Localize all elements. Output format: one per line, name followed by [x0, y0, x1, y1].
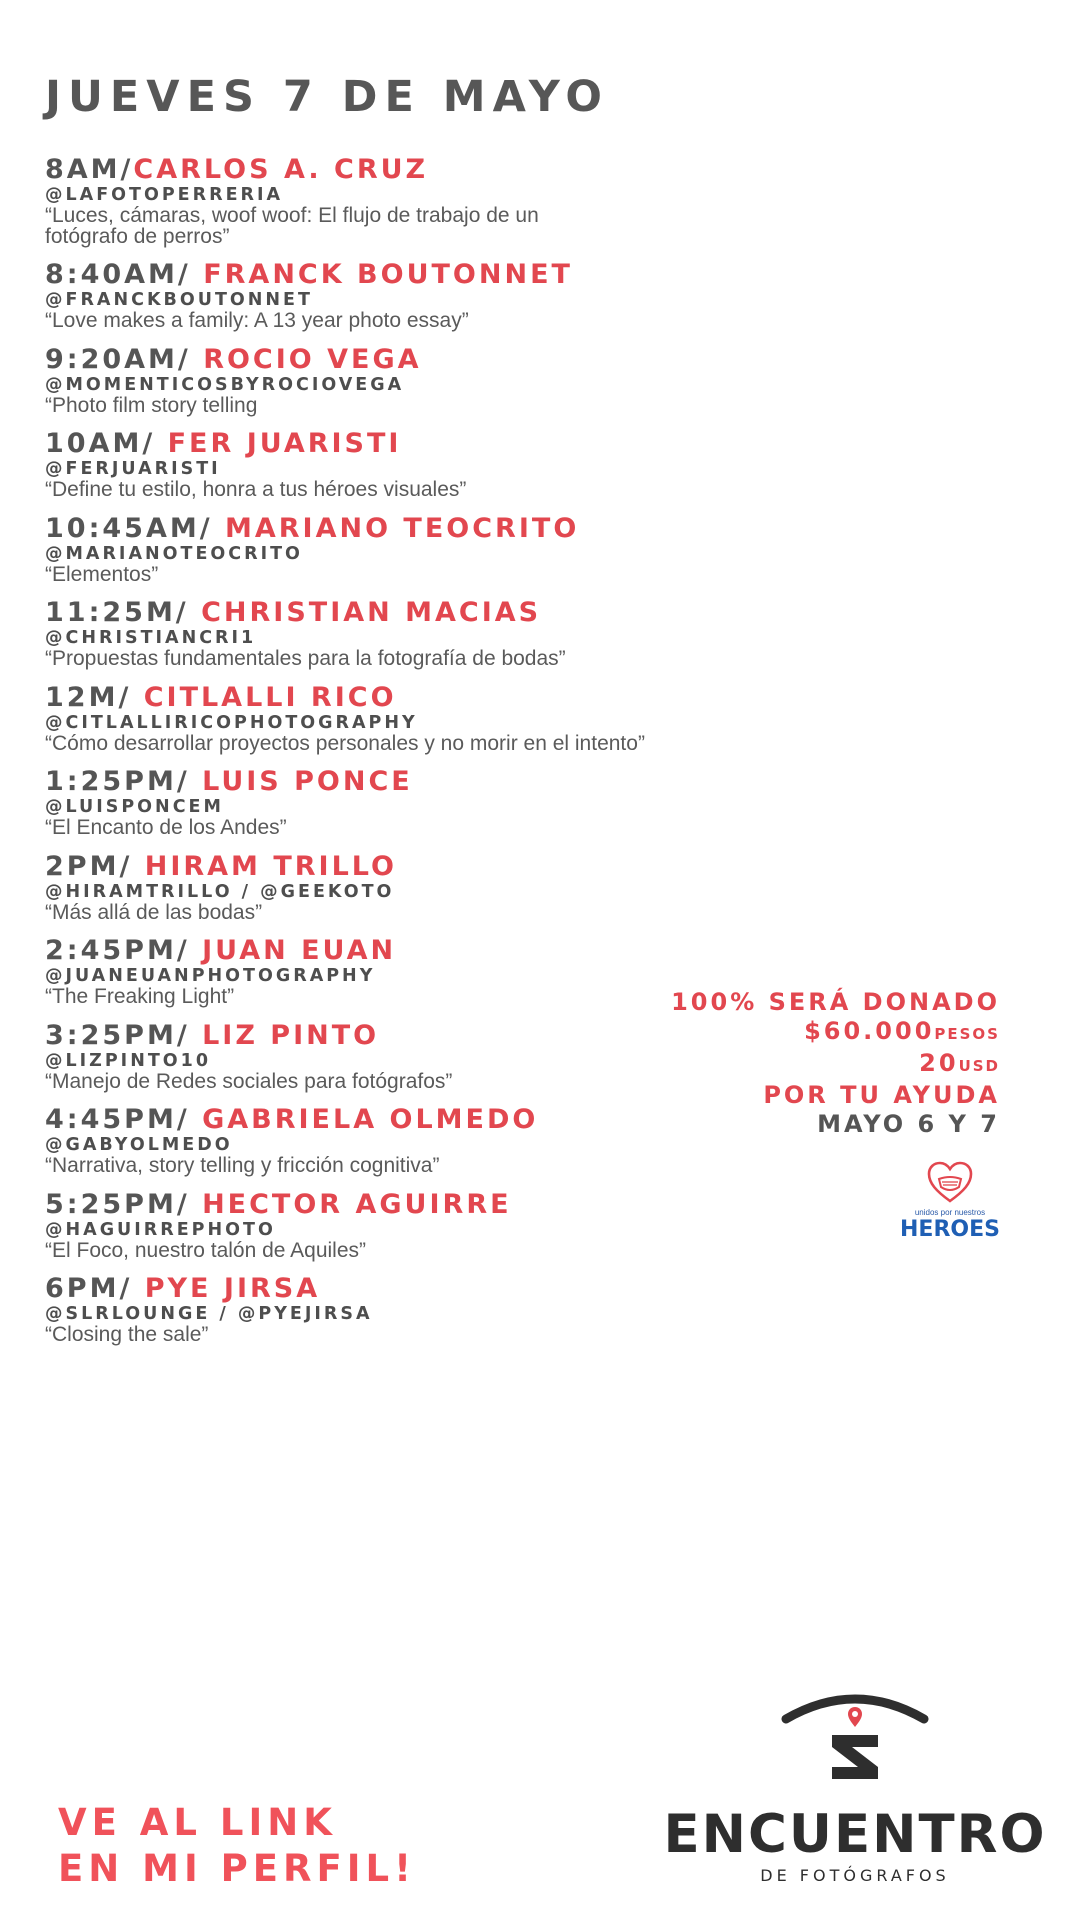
- brand-subtitle: DE FOTÓGRAFOS: [760, 1866, 950, 1885]
- session-topic: “Elementos”: [45, 562, 159, 586]
- session-item: [45, 1274, 805, 1359]
- session-header: [45, 852, 805, 882]
- session-time: 8AM/: [45, 155, 134, 185]
- session-header: [45, 429, 805, 459]
- session-handle: @FRANCKBOUTONNET: [45, 290, 313, 310]
- session-topic: “Manejo de Redes sociales para fotógrafos”: [45, 1069, 453, 1093]
- session-speaker: FRANCK BOUTONNET: [203, 260, 573, 290]
- pin-arc-m-icon: [770, 1685, 940, 1797]
- session-speaker: PYE JIRSA: [144, 1274, 321, 1304]
- donation-line4: POR TU AYUDA: [763, 1081, 1000, 1109]
- session-item: [45, 683, 805, 768]
- session-topic: “Photo film story telling: [45, 393, 258, 417]
- session-speaker: FER JUARISTI: [167, 429, 402, 459]
- session-speaker: CHRISTIAN MACIAS: [201, 598, 542, 628]
- session-time: 6PM/: [45, 1274, 145, 1304]
- donation-usd-unit: USD: [958, 1057, 1000, 1075]
- session-topic: “Más allá de las bodas”: [45, 900, 263, 924]
- session-handle: @HIRAMTRILLO / @GEEKOTO: [45, 881, 395, 902]
- session-time: 12M/: [45, 682, 144, 713]
- session-topic: “Narrativa, story telling y fricción cognitiva”: [45, 1154, 440, 1177]
- session-speaker: LIZ PINTO: [202, 1020, 380, 1051]
- session-speaker: ROCIO VEGA: [203, 344, 422, 375]
- session-speaker: JUAN EUAN: [202, 936, 397, 966]
- session-speaker: CITLALLI RICO: [143, 682, 397, 713]
- session-speaker: CARLOS A. CRUZ: [133, 155, 429, 185]
- session-header: [45, 936, 805, 966]
- session-handle: @GABYOLMEDO: [45, 1135, 233, 1155]
- donation-block: [671, 988, 1000, 1139]
- heart-mask-icon: [926, 1160, 974, 1204]
- session-time: 2:45PM/: [45, 936, 203, 966]
- schedule-list: [45, 155, 805, 1359]
- session-header: [45, 1190, 805, 1220]
- cta-line1: VE AL LINK: [58, 1801, 337, 1844]
- cta-line2: EN MI PERFIL!: [58, 1847, 416, 1890]
- donation-dates: MAYO 6 Y 7: [817, 1110, 1000, 1138]
- session-topic: “Love makes a family: A 13 year photo essay”: [45, 309, 469, 332]
- donation-pesos: [671, 1017, 1000, 1049]
- session-time: 9:20AM/: [45, 344, 204, 375]
- session-header: [45, 514, 805, 544]
- session-header: [45, 345, 805, 375]
- session-time: 11:25M/: [45, 598, 202, 628]
- session-topic: “Define tu estilo, honra a tus héroes visuales”: [45, 478, 467, 501]
- session-time: 10AM/: [45, 429, 168, 459]
- heroes-small-text: unidos por nuestros: [914, 1208, 986, 1217]
- session-time: 8:40AM/: [45, 260, 204, 290]
- session-handle: @FERJUARISTI: [45, 459, 221, 479]
- session-item: [45, 852, 805, 937]
- session-topic: “Closing the sale”: [45, 1323, 209, 1346]
- heroes-logo: [895, 1160, 1005, 1242]
- encuentro-logo: [660, 1685, 1050, 1887]
- session-header: [45, 260, 805, 290]
- heroes-word: HEROES: [900, 1217, 1000, 1242]
- session-speaker: LUIS PONCE: [202, 767, 413, 797]
- session-time: 1:25PM/: [45, 767, 203, 797]
- session-topic: “El Encanto de los Andes”: [45, 816, 287, 839]
- session-handle: @LUISPONCEM: [45, 797, 224, 817]
- session-item: [45, 260, 805, 345]
- session-topic: “The Freaking Light”: [45, 985, 235, 1008]
- session-item: [45, 429, 805, 514]
- session-topic: “Cómo desarrollar proyectos personales y no morir en el intento”: [45, 731, 645, 755]
- session-handle: @MOMENTICOSBYROCIOVEGA: [45, 374, 405, 395]
- session-header: [45, 598, 805, 628]
- donation-pesos-unit: PESOS: [934, 1025, 1000, 1043]
- session-time: 5:25PM/: [45, 1189, 203, 1220]
- session-time: 2PM/: [45, 851, 145, 882]
- session-header: [45, 1274, 805, 1304]
- session-topic: “El Foco, nuestro talón de Aquiles”: [45, 1238, 367, 1262]
- session-handle: @SLRLOUNGE / @PYEJIRSA: [45, 1304, 373, 1324]
- session-item: [45, 598, 805, 683]
- session-handle: @JUANEUANPHOTOGRAPHY: [45, 966, 376, 986]
- session-handle: @LIZPINTO10: [45, 1050, 212, 1071]
- session-handle: @CHRISTIANCRI1: [45, 628, 257, 648]
- brand-word: ENCUENTRO: [663, 1804, 1047, 1865]
- session-item: [45, 514, 805, 599]
- donation-usd-amount: 20: [919, 1049, 959, 1077]
- cta-block: [58, 1800, 416, 1892]
- session-item: [45, 155, 805, 260]
- session-item: [45, 1190, 805, 1275]
- session-topic: “Luces, cámaras, woof woof: El flujo de trabajo de un fotógrafo de perros”: [45, 204, 539, 248]
- session-topic: “Propuestas fundamentales para la fotografía de bodas”: [45, 647, 566, 670]
- session-handle: @MARIANOTEOCRITO: [45, 543, 303, 564]
- session-item: [45, 767, 805, 852]
- donation-line1: 100% SERÁ DONADO: [671, 988, 1000, 1016]
- session-time: 4:45PM/: [45, 1105, 203, 1135]
- day-title: JUEVES 7 DE MAYO: [45, 72, 609, 122]
- session-handle: @CITLALLIRICOPHOTOGRAPHY: [45, 712, 418, 733]
- donation-pesos-amount: $60.000: [804, 1017, 935, 1045]
- session-time: 10:45AM/: [45, 513, 225, 544]
- session-speaker: HECTOR AGUIRRE: [202, 1189, 512, 1220]
- session-time: 3:25PM/: [45, 1020, 203, 1051]
- session-handle: @LAFOTOPERRERIA: [45, 185, 284, 205]
- session-header: [45, 155, 805, 185]
- session-header: [45, 683, 805, 713]
- session-speaker: HIRAM TRILLO: [144, 851, 397, 882]
- donation-usd: [671, 1049, 1000, 1081]
- session-speaker: MARIANO TEOCRITO: [224, 513, 580, 544]
- session-item: [45, 345, 805, 430]
- session-handle: @HAGUIRREPHOTO: [45, 1219, 276, 1240]
- session-header: [45, 767, 805, 797]
- session-speaker: GABRIELA OLMEDO: [202, 1105, 539, 1135]
